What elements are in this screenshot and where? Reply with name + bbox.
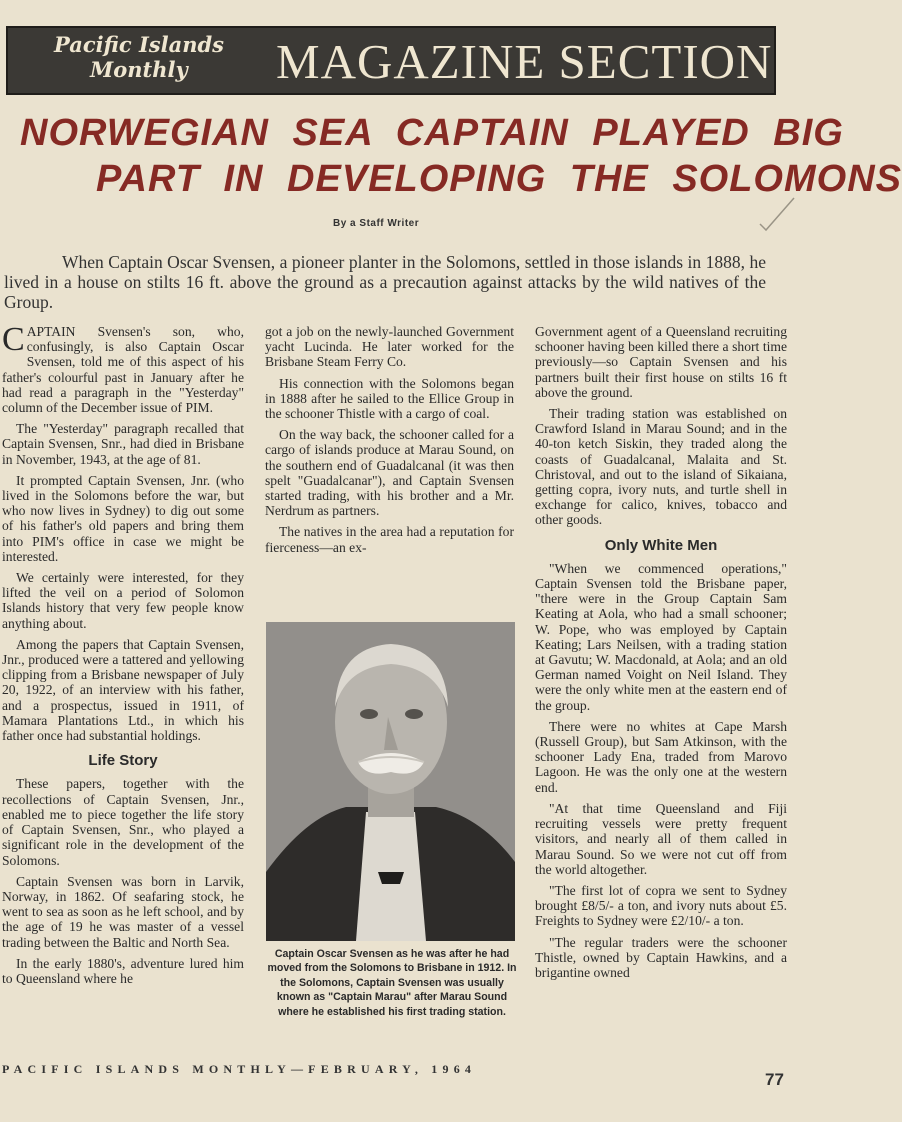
byline: By a Staff Writer bbox=[333, 218, 420, 229]
col1-paragraph-5: Among the papers that Captain Svensen, Jnr., produced were a tattered and yellowing clipping from a Brisbane newspaper of July 20, 1922, of an interview with his father, and a prospectus, issued in 1911, of Mamara Plantations Ltd., in which his father once had substantial holdings. bbox=[2, 636, 244, 744]
col1-paragraph-2: The "Yesterday" paragraph recalled that Captain Svensen, Snr., had died in Brisbane in November, 1943, at the age of 81. bbox=[2, 421, 244, 467]
pencil-tick-mark bbox=[758, 196, 798, 232]
subheading-life-story: Life Story bbox=[88, 752, 158, 770]
col1-paragraph-3: It prompted Captain Svensen, Jnr. (who lived in the Solomons before the war, but who now lives in Sydney) to dig out some of his father's old papers and bring them into PIM's office in case we might be interested. bbox=[2, 472, 244, 564]
col1-paragraph-7: Captain Svensen was born in Larvik, Norway, in 1862. Of seafaring stock, he went to sea as soon as he left school, and by the age of 19 he was master of a vessel trading between the Baltic and North Sea. bbox=[2, 873, 244, 950]
headline-line-2: PART IN DEVELOPING THE SOLOMONS bbox=[96, 158, 902, 200]
brand-line-2: Monthly bbox=[90, 57, 188, 82]
section-title: MAGAZINE SECTION bbox=[276, 34, 773, 89]
col3-paragraph-3: "When we commenced operations," Captain Svensen told the Brisbane paper, "there were in the Group Captain Sam Keating at Aola, who had a small schooner; W. Pope, who was employed by Captain Keating; Lars Neilsen, with a trading station at Gavutu; W. Macdonald, at Aola; and an old German named Voight on Neil Island. They were the only white men at the eastern end of the group. bbox=[535, 560, 787, 713]
col3-paragraph-2: Their trading station was established on Crawford Island in Marau Sound; and in the 40-ton ketch Siskin, they traded along the coasts of Guadalcanal, Malaita and St. Christoval, and out to the island of Sikaiana, getting copra, ivory nuts, and turtle shell in exchange for calico, knives, tobacco and other goods. bbox=[535, 406, 787, 528]
col3-paragraph-7: "The regular traders were the schooner Thistle, owned by Captain Hawkins, and a brigantine owned bbox=[535, 934, 787, 980]
running-footer: PACIFIC ISLANDS MONTHLY—FEBRUARY, 1964 bbox=[2, 1062, 477, 1076]
column-3 bbox=[535, 324, 787, 986]
drop-cap: C bbox=[2, 321, 25, 358]
col1-paragraph-4: We certainly were interested, for they lifted the veil on a period of Solomon Islands history that very few people know anything about. bbox=[2, 570, 244, 631]
col1-paragraph-8: In the early 1880's, adventure lured him to Queensland where he bbox=[2, 955, 244, 986]
headline-line-1: NORWEGIAN SEA CAPTAIN PLAYED BIG bbox=[20, 112, 844, 154]
masthead bbox=[6, 26, 776, 95]
subheading-only-white-men: Only White Men bbox=[604, 536, 718, 554]
publication-logo bbox=[48, 32, 248, 82]
column-1 bbox=[2, 321, 244, 992]
col3-paragraph-1: Government agent of a Queensland recruiting schooner having been killed there a short time previously—so Captain Svensen and his partners built their first house on stilts 16 ft above the ground. bbox=[535, 324, 787, 400]
col1-paragraph-1: CAPTAIN Svensen's son, who, confusingly, is also Captain Oscar Svensen, told me of this aspect of his father's colourful past in January after he had read a paragraph in the "Yesterday" column of the December issue of PIM. bbox=[2, 321, 244, 416]
col2-paragraph-1: got a job on the newly-launched Government yacht Lucinda. He later worked for the Brisbane Steam Ferry Co. bbox=[265, 324, 514, 370]
portrait-photo bbox=[266, 622, 515, 941]
col3-paragraph-4: There were no whites at Cape Marsh (Russell Group), but Sam Atkinson, with the schooner Lady Ena, traded from Marovo Lagoon. He was the only one at the western end. bbox=[535, 718, 787, 795]
col3-paragraph-5: "At that time Queensland and Fiji recruiting vessels were pretty frequent visitors, and nearly all of them called in Marau Sound. So we were not cut off from the world altogether. bbox=[535, 800, 787, 877]
intro-paragraph: When Captain Oscar Svensen, a pioneer planter in the Solomons, settled in those islands in 1888, he lived in a house on stilts 16 ft. above the ground as a precaution against attacks by the wild natives of the Group. bbox=[4, 252, 766, 312]
col2-paragraph-4: The natives in the area had a reputation for fierceness—an ex- bbox=[265, 524, 514, 555]
column-2 bbox=[265, 324, 514, 561]
portrait-image bbox=[266, 622, 515, 941]
col3-paragraph-6: "The first lot of copra we sent to Sydney brought £8/5/- a ton, and ivory nuts about £5. Freights to Sydney were £2/10/- a ton. bbox=[535, 882, 787, 929]
brand-line-1: Pacific Islands bbox=[54, 32, 224, 57]
col2-paragraph-2: His connection with the Solomons began in 1888 after he sailed to the Ellice Group in the schooner Thistle with a cargo of coal. bbox=[265, 375, 514, 422]
col2-paragraph-3: On the way back, the schooner called for a cargo of islands produce at Marau Sound, on the southern end of Guadalcanal (it was then spelt "Guadalcanar"), and Captain Svensen started trading, with his brother and a Mr. Nerdrum as partners. bbox=[265, 427, 514, 519]
col1-paragraph-6: These papers, together with the recollections of Captain Svensen, Jnr., enabled me to piece together the life story of Captain Svensen, Snr., who played a significant role in the development of the Solomons. bbox=[2, 776, 244, 868]
photo-caption: Captain Oscar Svensen as he was after he had moved from the Solomons to Brisbane in 1912. In the Solomons, Captain Svensen was usually known as "Captain Marau" after Marau Sound where he established his first trading station. bbox=[267, 948, 517, 1018]
page-number: 77 bbox=[765, 1070, 784, 1089]
